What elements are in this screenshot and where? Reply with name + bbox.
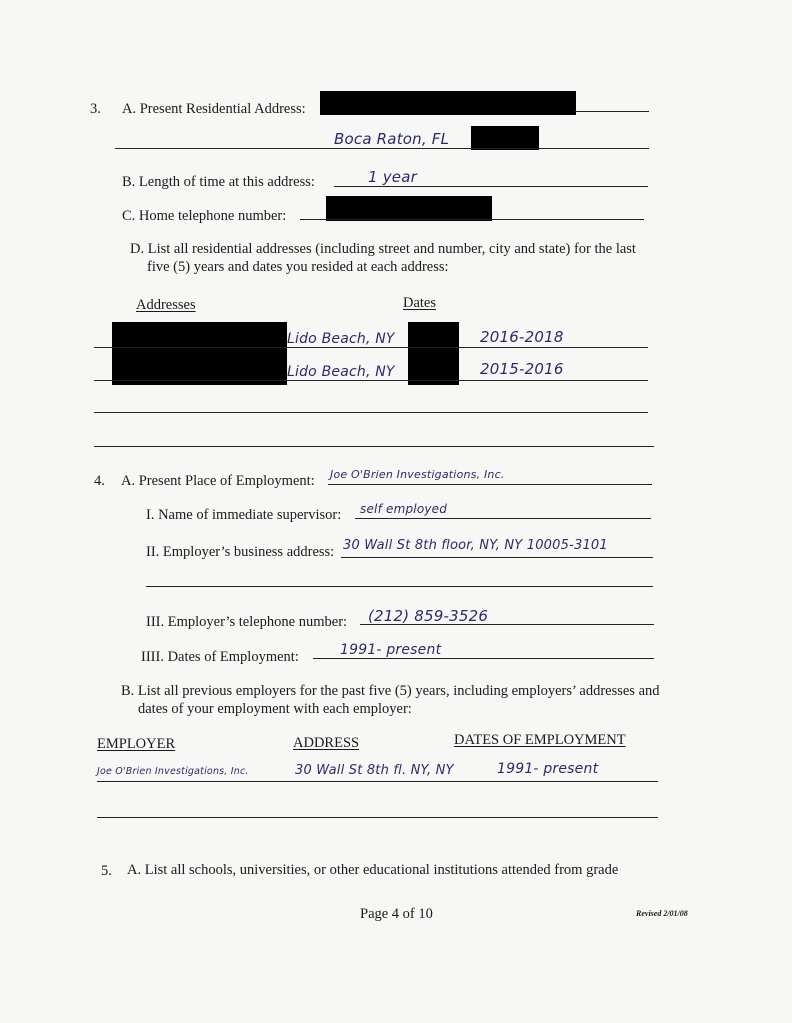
addresses-column-header: Addresses [136,297,196,313]
section-3-number: 3. [90,101,101,117]
present-residential-address-label: A. Present Residential Address: [122,101,306,117]
dates-column-header: Dates [403,295,437,311]
business-address-line-2 [146,586,653,587]
address-line [575,111,649,112]
handwritten-residence-city-1: Lido Beach, NY [287,331,395,347]
address-column-header: ADDRESS [293,735,360,751]
handwritten-city: Boca Raton, FL [334,130,450,148]
schools-instructions: A. List all schools, universities, or other educational institutions attended from grade [127,862,619,878]
length-line [334,186,648,187]
length-of-time-label: B. Length of time at this address: [122,174,315,190]
employer-column-header: EMPLOYER [97,736,176,752]
section-4-number: 4. [94,473,105,489]
handwritten-length: 1 year [368,168,417,186]
section-5-number: 5. [101,863,112,879]
residential-history-instructions-2: five (5) years and dates you resided at each address: [147,259,449,275]
handwritten-previous-employer: Joe O'Brien Investigations, Inc. [97,766,249,777]
business-address-label: II. Employer’s business address: [146,544,335,560]
residence-line-1 [94,347,648,348]
dates-of-employment-column-header: DATES OF EMPLOYMENT [454,732,626,748]
handwritten-business-address: 30 Wall St 8th floor, NY, NY 10005-3101 [343,538,608,553]
previous-employers-instructions-1: B. List all previous employers for the past five (5) years, including employers’ addresses and [121,683,660,699]
page-number: Page 4 of 10 [360,906,433,922]
residence-line-4 [94,446,654,447]
handwritten-supervisor: self employed [360,502,448,516]
redaction-box [112,322,287,385]
present-employment-label: A. Present Place of Employment: [121,473,315,489]
employer-telephone-label: III. Employer’s telephone number: [146,614,348,630]
previous-employer-line-1 [97,781,658,782]
supervisor-label: I. Name of immediate supervisor: [146,507,342,523]
dates-of-employment-line [313,658,654,659]
handwritten-residence-dates-1: 2016-2018 [480,328,564,346]
handwritten-employer-telephone: (212) 859-3526 [368,607,489,625]
employer-telephone-line [360,624,654,625]
handwritten-residence-city-2: Lido Beach, NY [287,364,395,380]
redaction-box [471,126,539,150]
handwritten-dates-of-employment: 1991- present [340,642,442,658]
handwritten-employer: Joe O'Brien Investigations, Inc. [330,468,505,481]
revision-date: Revised 2/01/08 [636,909,688,918]
handwritten-residence-dates-2: 2015-2016 [480,360,564,378]
previous-employer-line-2 [97,817,658,818]
residential-history-instructions-1: D. List all residential addresses (including street and number, city and state) for the last [130,241,636,257]
business-address-line [341,557,653,558]
home-telephone-label: C. Home telephone number: [122,208,287,224]
handwritten-previous-dates: 1991- present [497,761,599,777]
redaction-box [408,322,459,385]
redaction-box [320,91,576,115]
residence-line-3 [94,412,648,413]
dates-of-employment-label: IIII. Dates of Employment: [141,649,299,665]
residence-line-2 [94,380,648,381]
address-line-2 [115,148,649,149]
telephone-line [300,219,644,220]
previous-employers-instructions-2: dates of your employment with each employer: [138,701,412,717]
supervisor-line [355,518,651,519]
handwritten-previous-address: 30 Wall St 8th fl. NY, NY [295,763,454,778]
redaction-box [326,196,492,221]
employment-line [328,484,652,485]
